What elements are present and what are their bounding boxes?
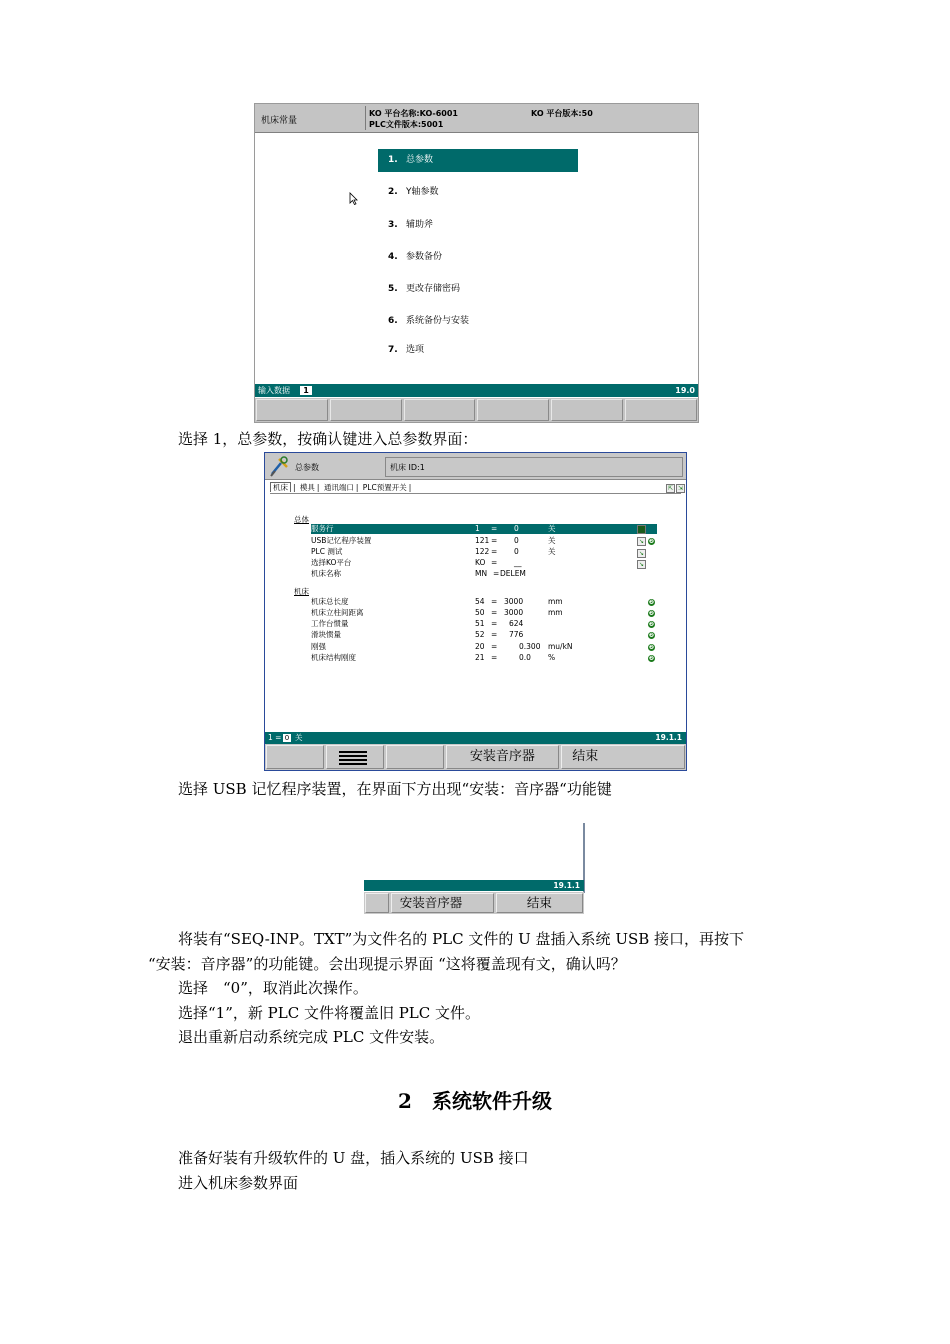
screen-title: 总参数 [295,463,319,472]
param-name: 机床名称 [311,569,341,578]
param-unit: mm [548,597,563,606]
nav-right-icon[interactable]: ⇲ [677,485,684,492]
input-bar [265,732,686,744]
param-value: 0 [514,524,519,533]
param-value: 3000 [504,597,524,606]
info-icon[interactable]: ❷ [648,644,655,651]
param-code: 54 [475,597,485,606]
input-field[interactable]: 1 [300,386,312,395]
input-label: 1 = [268,733,282,742]
param-code: 52 [475,630,485,639]
menu-item-change-password[interactable] [378,278,578,301]
param-unit: 关 [548,536,556,545]
param-row-machine-length[interactable] [311,597,661,607]
param-row-ko-platform[interactable] [311,558,661,568]
paragraph-select-0: 选择 “0”，取消此次操作。 [178,979,368,997]
menu-item-label: 系统备份与安装 [406,316,470,326]
menu-item-general-params[interactable] [378,149,578,172]
param-code: 50 [475,608,485,617]
param-name: 选择KO平台 [311,558,352,567]
tab-machine[interactable]: 机床 [270,482,291,492]
paragraph-prepare-usb: 准备好装有升级软件的 U 盘，插入系统的 USB 接口 [178,1149,529,1167]
param-eq: = [491,524,498,533]
menu-item-label: 辅助斧 [406,220,434,230]
edit-arrow-icon[interactable]: ↘ [638,538,645,545]
tab-plc-switch[interactable]: PLC预置开关 [362,483,407,492]
machine-id: 机床 ID:1 [390,463,425,472]
install-sequencer-button[interactable]: 安装音序器 [446,745,560,769]
param-value: 0.300 [519,642,541,651]
param-eq: = [491,630,498,639]
input-bar [364,880,584,891]
menu-item-number: 5. [388,284,398,294]
param-name: 机床立柱间距离 [311,608,364,617]
param-row-machine-name[interactable] [311,569,661,579]
nav-left-icon[interactable]: ⇱ [667,485,674,492]
param-eq: = [491,536,498,545]
general-params-screenshot [264,452,687,771]
param-row-stiffness[interactable] [311,642,661,652]
param-value: DELEM [500,569,526,578]
param-eq: = [491,608,498,617]
edit-arrow-icon[interactable]: ↘ [638,550,645,557]
param-code: KO [475,558,486,567]
paragraph-press-install: “安装：音序器”的功能键。会出现提示界面 “这将覆盖现有文，确认吗？ [148,955,626,973]
menu-item-number: 2. [388,187,398,197]
param-unit: mm [548,608,563,617]
param-unit: % [548,653,556,662]
param-unit: mu/kN [548,642,573,651]
edit-arrow-icon[interactable]: ↘ [638,561,645,568]
softkey-bar [255,398,698,422]
machine-id-box [385,457,683,477]
menu-item-label: 更改存储密码 [406,284,461,294]
softkey-1[interactable] [256,399,328,421]
param-code: 121 [475,536,490,545]
param-value: 624 [509,619,524,628]
param-code: 51 [475,619,485,628]
param-unit: 关 [548,547,556,556]
param-code: MN [475,569,488,578]
paragraph-insert-usb: 将装有“SEQ-INP。TXT”为文件名的 PLC 文件的 U 盘插入系统 USB 接口，再按下 [178,930,745,948]
param-eq: = [491,597,498,606]
menu-item-label: 选项 [406,345,425,355]
param-name: 滑块惯量 [311,630,341,639]
param-row-plc-test[interactable] [311,547,661,557]
menu-item-system-backup[interactable] [378,310,578,333]
menu-item-options[interactable] [378,339,578,362]
param-name: 机床结构刚度 [311,653,356,662]
softkey-1[interactable] [266,745,324,769]
info-icon[interactable]: ❷ [648,655,655,662]
param-code: 21 [475,653,485,662]
param-name: USB记忆程序装置 [311,536,372,545]
info-icon[interactable]: ❷ [648,610,655,617]
section-general: 总体 [294,515,309,524]
softkey-blank[interactable] [365,893,389,913]
paragraph-select-general: 选择 1，总参数，按确认键进入总参数界面： [178,430,478,448]
tab-bar: 机床 | 模具 | 通讯端口 | PLC预置开关 | ⇱ ⇲ [270,482,681,493]
input-field[interactable]: 0 [284,734,290,742]
tab-underline [270,493,681,494]
end-button[interactable]: 结束 [561,745,685,769]
mouse-cursor-icon [349,192,358,205]
param-code: 20 [475,642,485,651]
info-icon[interactable]: ❷ [648,621,655,628]
softkey-3[interactable] [404,399,476,421]
menu-item-number: 3. [388,220,398,230]
param-value: 0 [514,536,519,545]
section-heading-software-upgrade: 2 系统软件升级 [398,1089,552,1113]
param-name: 刚强 [311,642,326,651]
tab-comm-port[interactable]: 通讯端口 [323,483,354,492]
selected-row-marker-icon [637,525,646,534]
list-icon [339,750,367,766]
softkey-bar [364,892,584,914]
softkey-6[interactable] [625,399,697,421]
param-row-ram-inertia[interactable] [311,630,661,640]
version-label: 19.0 [675,386,695,395]
input-label: 输入数据 [258,386,290,395]
paragraph-select-1: 选择“1”，新 PLC 文件将覆盖旧 PLC 文件。 [178,1004,481,1022]
softkey-4[interactable] [477,399,549,421]
softkey-2[interactable] [330,399,402,421]
header-divider [365,106,366,130]
screen-header [255,104,698,133]
param-code: 1 [475,524,480,533]
menu-item-auxiliary[interactable] [378,214,578,237]
plc-file-version: PLC文件版本:5001 [369,120,444,129]
menu-item-label: 参数备份 [406,252,443,262]
softkey-list[interactable] [326,745,384,769]
param-eq: = [491,642,498,651]
param-row-service[interactable] [311,524,657,534]
softkey-5[interactable] [551,399,623,421]
input-unit: 关 [295,733,303,742]
softkey-bar [265,744,686,770]
input-bar [255,384,698,397]
paragraph-select-usb: 选择 USB 记忆程序装置，在界面下方出现“安装：音序器“功能键 [178,780,612,798]
param-name: PLC 测试 [311,547,343,556]
install-sequencer-button[interactable]: 安装音序器 [391,893,494,913]
param-value: 0 [514,547,519,556]
param-unit: 关 [548,524,556,533]
menu-item-number: 6. [388,316,398,326]
param-row-column-distance[interactable] [311,608,661,618]
section-machine: 机床 [294,587,309,596]
param-name: 机床总长度 [311,597,349,606]
param-value: __ [514,558,522,567]
param-code: 122 [475,547,490,556]
param-eq: = [491,653,498,662]
menu-item-label: 总参数 [406,155,434,165]
softkey-3[interactable] [386,745,444,769]
param-name: 工作台惯量 [311,619,349,628]
param-value: 776 [509,630,524,639]
info-icon[interactable]: ❷ [648,599,655,606]
paragraph-enter-params: 进入机床参数界面 [178,1174,299,1192]
param-row-usb[interactable] [311,536,661,546]
menu-item-number: 7. [388,345,398,355]
info-icon[interactable]: ❷ [648,538,655,545]
menu-item-number: 4. [388,252,398,262]
version-label: 19.1.1 [553,881,580,890]
machine-constants-screenshot [254,103,699,423]
end-button[interactable]: 结束 [496,893,583,913]
menu-item-number: 1. [388,155,398,165]
screen-title: 机床常量 [261,116,298,126]
param-eq: = [493,569,500,578]
param-name: 服务行 [311,524,334,533]
menu-item-label: Y轴参数 [406,187,439,197]
softkey-crop-screenshot [362,823,586,915]
param-row-frame-rigidity[interactable] [311,653,661,663]
paragraph-restart: 退出重新启动系统完成 PLC 文件安装。 [178,1028,445,1046]
info-icon[interactable]: ❷ [648,632,655,639]
param-eq: = [491,558,498,567]
menu-item-y-axis-params[interactable] [378,181,578,204]
tab-tooling[interactable]: 模具 [299,483,315,492]
version-label: 19.1.1 [655,733,682,742]
param-value: 3000 [504,608,524,617]
param-value: 0.0 [519,653,531,662]
param-eq: = [491,619,498,628]
param-row-table-inertia[interactable] [311,619,661,629]
ko-platform-version: KO 平台版本:50 [531,109,593,118]
param-eq: = [491,547,498,556]
tools-icon [269,455,291,477]
ko-platform-name: KO 平台名称:KO-6001 [369,109,458,118]
screen-header [265,453,686,480]
menu-item-param-backup[interactable] [378,246,578,269]
